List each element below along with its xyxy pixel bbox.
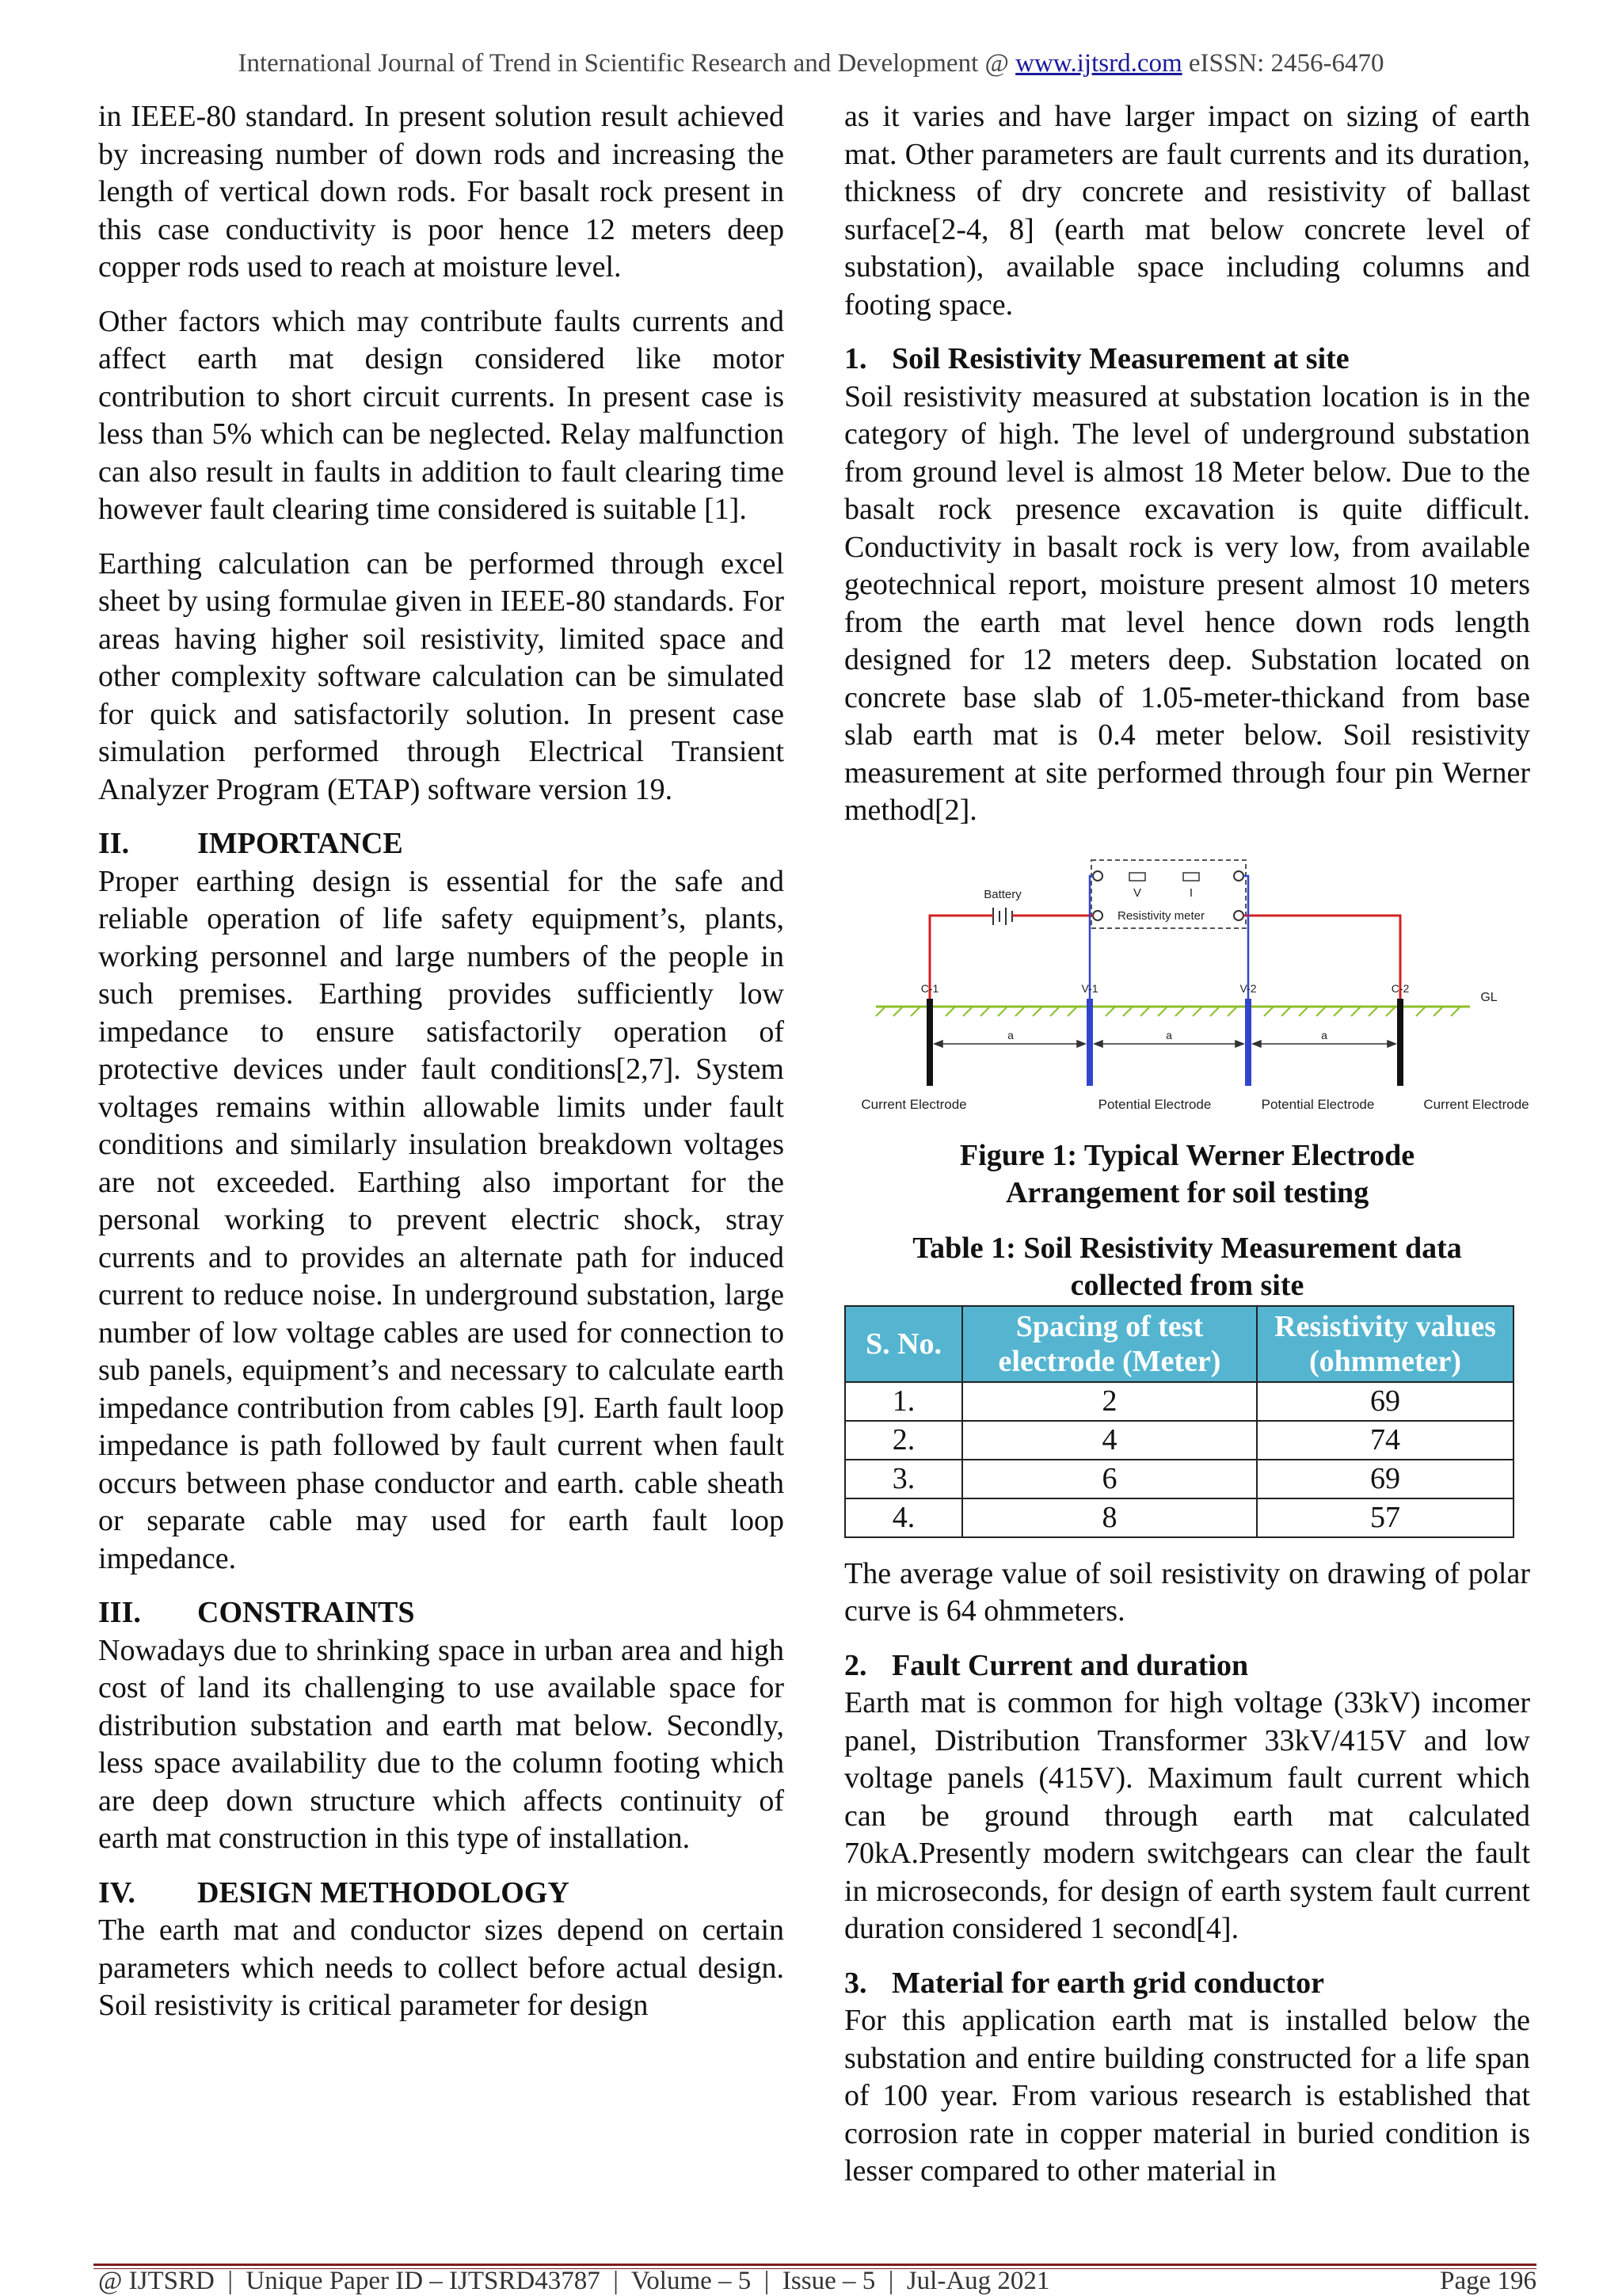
current-wire-left bbox=[930, 916, 993, 1002]
running-footer bbox=[98, 2267, 1536, 2296]
soil-resistivity-table bbox=[844, 1305, 1514, 1538]
footer-info: @ IJTSRD | Unique Paper ID – IJTSRD43787 | Volume – 5 | Issue – 5 | Jul-Aug 2021 bbox=[98, 2267, 1050, 2295]
cell-spacing: 6 bbox=[962, 1460, 1257, 1498]
ground-hatch bbox=[876, 1007, 1460, 1016]
paragraph: Other factors which may contribute faults currents and affect earth mat design considered like motor contribution to short circuit currents. In present case is less than 5% which can be neglected. Relay malfunction can also result in faults in addition to fault clearing time however fault clearing time considered is suitable [1]. bbox=[98, 304, 784, 526]
table-header-row bbox=[845, 1306, 1513, 1382]
header-journal: International Journal of Trend in Scientific Research and Development @ bbox=[238, 49, 1009, 78]
label-v: V bbox=[1133, 885, 1142, 900]
cell-resistivity: 74 bbox=[1257, 1421, 1513, 1460]
label-resistivity-meter: Resistivity meter bbox=[1117, 908, 1205, 923]
label-current-electrode: Current Electrode bbox=[861, 1096, 967, 1112]
electrode-v1 bbox=[1087, 999, 1093, 1086]
cell-resistivity: 57 bbox=[1257, 1498, 1513, 1537]
cell-spacing: 4 bbox=[962, 1421, 1257, 1460]
header-spacing-line2: electrode (Meter) bbox=[998, 1344, 1221, 1378]
label-gl: GL bbox=[1480, 990, 1498, 1004]
spacing-arrows bbox=[935, 1041, 1395, 1047]
paragraph: The average value of soil resistivity on drawing of polar curve is 64 ohmmeters. bbox=[844, 1556, 1530, 1628]
header-sno: S. No. bbox=[845, 1306, 962, 1382]
werner-electrode-figure bbox=[844, 854, 1530, 1137]
electrode-c1 bbox=[927, 999, 933, 1086]
label-a: a bbox=[1166, 1028, 1172, 1041]
terminal bbox=[1093, 911, 1102, 920]
paragraph: The earth mat and conductor sizes depend on certain parameters which needs to collect before actual design. Soil resistivity is critical parameter for design bbox=[98, 1913, 784, 2022]
table-caption-line1: Table 1: Soil Resistivity Measurement data bbox=[912, 1231, 1462, 1265]
subsection-title: Soil Resistivity Measurement at site bbox=[892, 342, 1350, 375]
footer-rule bbox=[93, 2264, 1536, 2266]
werner-diagram bbox=[844, 854, 1530, 1137]
label-current-electrode: Current Electrode bbox=[1423, 1096, 1529, 1112]
cell-sno: 3. bbox=[845, 1460, 962, 1498]
header-link[interactable]: www.ijtsrd.com bbox=[1015, 49, 1182, 78]
section-heading-design-methodology bbox=[98, 1875, 784, 1913]
paragraph: as it varies and have larger impact on sizing of earth mat. Other parameters are fault currents and its duration, thickness of dry concrete and resistivity of ballast surface[2-4, 8] (earth mat below concrete level of substation), available space including columns and footing space. bbox=[844, 100, 1530, 322]
subsection-title: Fault Current and duration bbox=[892, 1648, 1249, 1682]
terminal bbox=[1234, 911, 1243, 920]
section-number: II. bbox=[98, 827, 130, 860]
header-resistivity bbox=[1257, 1306, 1513, 1382]
section-title: DESIGN METHODOLOGY bbox=[197, 1875, 569, 1910]
section-heading-importance bbox=[98, 825, 784, 863]
figure-caption-line1: Figure 1: Typical Werner Electrode bbox=[959, 1138, 1415, 1172]
cell-spacing: 2 bbox=[962, 1382, 1257, 1421]
label-a: a bbox=[1007, 1028, 1014, 1041]
paragraph: Proper earthing design is essential for the safe and reliable operation of life safety equipment’s, plants, working personnel and large numbers of the people in such premises. Earthing provides sufficiently low impedance to ensure satisfactorily operation of protective devices under fault conditions[2,7]. System voltages remains within allowable limits under fault conditions and similarly insulation breakdown voltages are not exceeded. Earthing also important for the personal working to prevent electric shock, stray currents and to provides an alternate path for induced current to reduce noise. In underground substation, large number of low voltage cables are used for connection to sub panels, equipment’s and necessary to calculate earth impedance contribution from cables [9]. Earth fault loop impedance is path followed by fault current when fault occurs between phase conductor and earth. cable sheath or separate cable may used for earth fault loop impedance. bbox=[98, 864, 784, 1575]
label-c2: C-2 bbox=[1391, 981, 1410, 995]
cell-sno: 2. bbox=[845, 1421, 962, 1460]
header-issn: eISSN: 2456-6470 bbox=[1188, 49, 1384, 78]
terminal bbox=[1234, 871, 1243, 881]
table-row bbox=[845, 1382, 1513, 1421]
cell-resistivity: 69 bbox=[1257, 1460, 1513, 1498]
label-a: a bbox=[1321, 1028, 1327, 1041]
header-spacing bbox=[962, 1306, 1257, 1382]
cell-sno: 1. bbox=[845, 1382, 962, 1421]
header-resistivity-line2: (ohmmeter) bbox=[1308, 1344, 1461, 1378]
subsection-number: 3. bbox=[844, 1966, 867, 2000]
cell-resistivity: 69 bbox=[1257, 1382, 1513, 1421]
label-v2: V-2 bbox=[1239, 981, 1257, 995]
header-spacing-line1: Spacing of test bbox=[1015, 1309, 1204, 1343]
left-column bbox=[98, 98, 784, 2025]
table-row bbox=[845, 1460, 1513, 1498]
label-potential-electrode: Potential Electrode bbox=[1098, 1096, 1212, 1112]
section-title: IMPORTANCE bbox=[197, 827, 403, 860]
subsection-number: 1. bbox=[844, 342, 867, 375]
paragraph: Soil resistivity measured at substation location is in the category of high. The level of underground substation from ground level is almost 18 Meter below. Due to the basalt rock presence excavation is quite difficult. Conductivity in basalt rock is very low, from available geotechnical report, moisture present almost 10 meters from the earth mat level hence down rods length designed for 12 meters deep. Substation located on concrete base slab of 1.05-meter-thickand from base slab earth mat is 0.4 meter below. Soil resistivity measurement at site performed through four pin Werner method[2]. bbox=[844, 379, 1530, 827]
header-resistivity-line1: Resistivity values bbox=[1274, 1309, 1496, 1343]
label-i: I bbox=[1189, 885, 1194, 900]
section-title: CONSTRAINTS bbox=[197, 1596, 415, 1629]
page-number: Page 196 bbox=[1440, 2267, 1536, 2295]
table-row bbox=[845, 1498, 1513, 1537]
figure-caption-line2: Arrangement for soil testing bbox=[1005, 1176, 1369, 1209]
electrode-c2 bbox=[1397, 999, 1403, 1086]
cell-spacing: 8 bbox=[962, 1498, 1257, 1537]
running-header bbox=[0, 49, 1622, 78]
cell-sno: 4. bbox=[845, 1498, 962, 1537]
table-row bbox=[845, 1421, 1513, 1460]
section-number: IV. bbox=[98, 1875, 135, 1910]
paragraph: Nowadays due to shrinking space in urban area and high cost of land its challenging to use available space for distribution substation and earth mat below. Secondly, less space availability due to the column footing which are deep down structure which affects continuity of earth mat construction in this type of installation. bbox=[98, 1633, 784, 1855]
subsection-heading-soil-resistivity bbox=[844, 341, 1530, 379]
current-wire-right bbox=[1243, 916, 1400, 1002]
terminal bbox=[1093, 871, 1102, 881]
paragraph: in IEEE-80 standard. In present solution result achieved by increasing number of down rods and increasing the length of vertical down rods. For basalt rock present in this case conductivity is poor hence 12 meters deep copper rods used to reach at moisture level. bbox=[98, 100, 784, 284]
right-column bbox=[844, 98, 1530, 2191]
section-number: III. bbox=[98, 1596, 141, 1629]
subsection-heading-material bbox=[844, 1965, 1530, 2003]
paragraph: Earth mat is common for high voltage (33kV) incomer panel, Distribution Transformer 33kV/415V and low voltage panels (415V). Maximum fault current which can be ground through earth mat calculated 70kA.Presently modern switchgears can clear the fault in microseconds, for design of earth system fault current duration considered 1 second[4]. bbox=[844, 1686, 1530, 1945]
paragraph: Earthing calculation can be performed through excel sheet by using formulae given in IEEE-80 standards. For areas having higher soil resistivity, limited space and other complexity software calculation can be simulated for quick and satisfactorily solution. In present case simulation performed through Electrical Transient Analyzer Program (ETAP) software version 19. bbox=[98, 546, 784, 806]
section-heading-constraints bbox=[98, 1594, 784, 1632]
subsection-heading-fault-current bbox=[844, 1647, 1530, 1685]
subsection-title: Material for earth grid conductor bbox=[892, 1966, 1324, 2000]
electrode-v2 bbox=[1245, 999, 1251, 1086]
table-caption-line2: collected from site bbox=[1070, 1269, 1304, 1302]
label-potential-electrode: Potential Electrode bbox=[1261, 1096, 1375, 1112]
subsection-number: 2. bbox=[844, 1648, 867, 1682]
paragraph: For this application earth mat is installed below the substation and entire building constructed for a life span of 100 year. From various research is established that corrosion rate in copper material in buried condition is lesser compared to other material in bbox=[844, 2004, 1530, 2187]
label-v1: V-1 bbox=[1081, 981, 1098, 995]
label-battery: Battery bbox=[984, 887, 1022, 901]
label-c1: C-1 bbox=[920, 981, 939, 995]
